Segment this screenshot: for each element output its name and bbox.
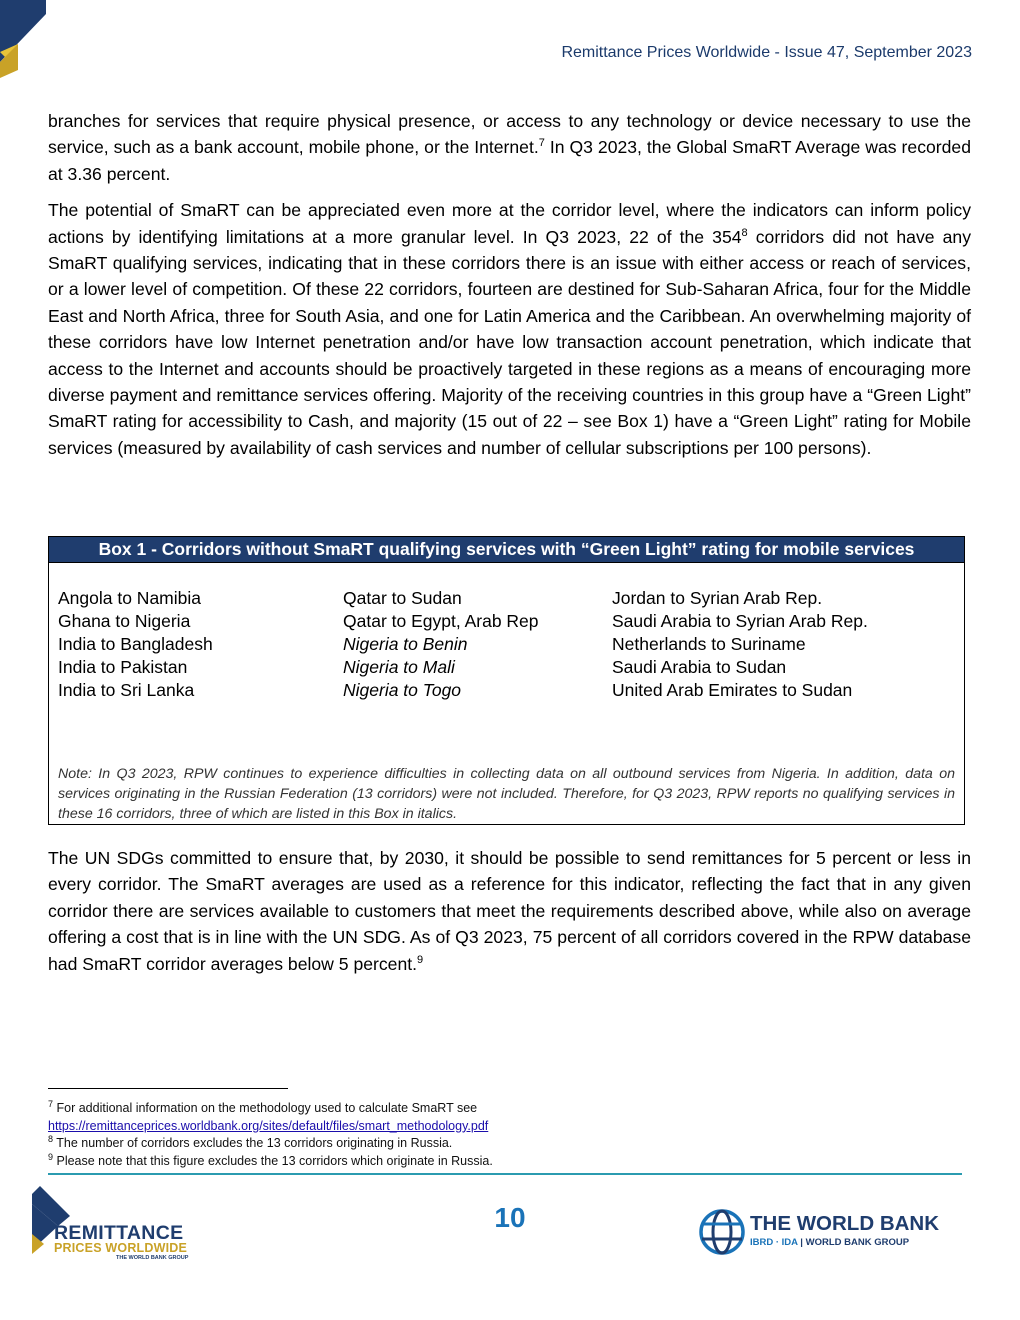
- logo-text-prices-worldwide: PRICES WORLDWIDE: [54, 1241, 188, 1255]
- page-number: 10: [494, 1202, 526, 1233]
- body-text-bottom: [48, 845, 971, 987]
- footnote-8: $^8$ The number of corridors excludes the 13 corridors originating in Russia.: [48, 1133, 453, 1150]
- box-columns: [49, 587, 964, 707]
- corridor-item: Angola to Namibia: [58, 588, 201, 608]
- logo-text-remittance: REMITTANCE: [54, 1222, 184, 1244]
- globe-icon: [698, 1208, 746, 1256]
- box-column-1: [58, 587, 213, 702]
- corridor-item: United Arab Emirates to Sudan: [612, 680, 853, 700]
- footnote-divider: [48, 1088, 288, 1089]
- corridor-item: Qatar to Egypt, Arab Rep: [343, 611, 539, 631]
- footnote-7-link-line: [48, 1118, 493, 1136]
- paragraph: branches for services that require physical presence, or access to any technology or device necessary to use the service, such as a bank account, mobile phone, or the Internet.$^7$ In Q3 2023, the Global SmaRT Average was recorded at 3.36 percent.: [48, 111, 971, 184]
- corridor-item: Ghana to Nigeria: [58, 611, 191, 631]
- footnote-ref: 8: [741, 226, 748, 239]
- body-text-top: [48, 108, 971, 471]
- methodology-link[interactable]: https://remittanceprices.worldbank.org/sites/default/files/smart_methodology.pdf: [48, 1118, 489, 1133]
- running-header: Remittance Prices Worldwide - Issue 47, September 2023: [561, 44, 972, 61]
- corridor-item: India to Sri Lanka: [58, 680, 195, 700]
- corridor-item: Jordan to Syrian Arab Rep.: [612, 588, 823, 608]
- logo-text-ibrd-ida: IBRD · IDA | WORLD BANK GROUP: [750, 1237, 910, 1248]
- footnote-ref: 9: [417, 953, 424, 966]
- corridor-item: Saudi Arabia to Sudan: [612, 657, 787, 677]
- corner-decoration: [0, 0, 60, 80]
- corridor-item: Qatar to Sudan: [343, 588, 462, 608]
- footnote-ref: 7: [538, 137, 545, 150]
- paragraph: The potential of SmaRT can be appreciated even more at the corridor level, where the indicators can inform policy actions by identifying limitations at a more granular level. In Q3 2023, 22 of the $354^8$ corridors did not have any SmaRT qualifying services, indicating that in these corridors there is an issue with either access or reach of services, or a lower level of competition. Of these 22 corridors, fourteen are destined for Sub-Saharan Africa, four for the Middle East and North Africa, three for South Asia, and one for Latin America and the Caribbean. An overwhelming majority of these corridors have low Internet penetration and/or have low transaction account penetration, which indicate that access to the Internet and accounts should be proactively targeted in these regions as a means of encouraging more diverse payment and remittance services offering. Majority of the receiving countries in this group have a “Green Light” SmaRT rating for accessibility to Cash, and majority (15 out of 22 – see Box 1) have a “Green Light” rating for Mobile services (measured by availability of cash services and number of cellular subscriptions per 100 persons).: [48, 200, 971, 458]
- box-column-2: [343, 587, 539, 702]
- corridor-item: Netherlands to Suriname: [612, 634, 806, 654]
- logo-text-wbg: THE WORLD BANK GROUP: [116, 1255, 189, 1261]
- box-title: Box 1 - Corridors without SmaRT qualifying services with “Green Light” rating for mobile services: [49, 537, 964, 563]
- corridor-item: Saudi Arabia to Syrian Arab Rep.: [612, 611, 868, 631]
- footnote-7: $^7$ For additional information on the methodology used to calculate SmaRT see: [48, 1098, 478, 1115]
- corridor-item-italic: Nigeria to Mali: [343, 657, 455, 677]
- paragraph: The UN SDGs committed to ensure that, by 2030, it should be possible to send remittances for 5 percent or less in every corridor. The SmaRT averages are used as a reference for this indicator, reflecting the fact that in any given corridor there are services available to customers that meet the requirements described above, while also on average offering a cost that is in line with the UN SDG. As of Q3 2023, 75 percent of all corridors covered in the RPW database had SmaRT corridor averages below 5 percent.$^9$: [48, 848, 971, 974]
- corridor-item: India to Pakistan: [58, 657, 188, 677]
- world-bank-logo: [698, 1206, 958, 1258]
- corridor-item-italic: Nigeria to Benin: [343, 634, 468, 654]
- footnotes: [48, 1100, 493, 1170]
- logo-text-world-bank: THE WORLD BANK: [750, 1212, 940, 1235]
- corridor-item-italic: Nigeria to Togo: [343, 680, 462, 700]
- box-1: [48, 536, 965, 825]
- footnote-9: $^9$ Please note that this figure excludes the 13 corridors which originate in Russia.: [48, 1151, 493, 1168]
- corridor-item: India to Bangladesh: [58, 634, 213, 654]
- box-column-3: [612, 587, 868, 702]
- footer-divider: [48, 1173, 962, 1175]
- box-note: Note: In Q3 2023, RPW continues to experience difficulties in collecting data on all outbound services from Nigeria. In addition, data on services originating in the Russian Federation (13 corridors) were not included. Therefore, for Q3 2023, RPW reports no qualifying services in these 16 corridors, three of which are listed in this Box in italics.: [58, 766, 955, 822]
